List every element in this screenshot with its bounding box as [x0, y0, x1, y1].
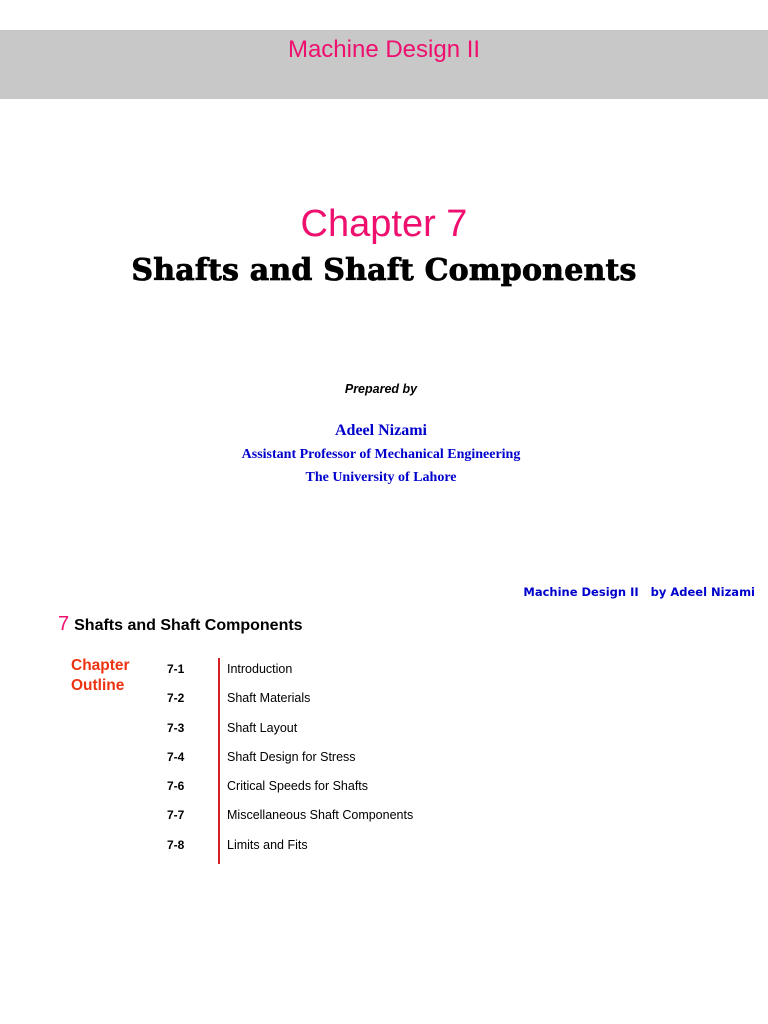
- outline-item-title: Introduction: [227, 662, 293, 676]
- outline-item-title: Shaft Layout: [227, 720, 298, 735]
- outline-item-title: Miscellaneous Shaft Components: [227, 808, 414, 823]
- outline-item-number: 7-7: [167, 808, 185, 823]
- outline-label-line1: Chapter: [71, 657, 130, 674]
- section-number: 7: [58, 613, 70, 635]
- outline-item: [0, 655, 768, 684]
- outline-item: [0, 831, 768, 860]
- outline-item: [0, 684, 768, 713]
- outline-item-title: Shaft Design for Stress: [227, 749, 356, 764]
- banner-title: Machine Design II: [287, 36, 481, 63]
- outline-item-number: 7-1: [167, 662, 185, 676]
- prepared-by-label: Prepared by: [344, 382, 418, 396]
- outline-item-number: 7-8: [167, 837, 185, 852]
- outline-item: [0, 801, 768, 830]
- outline-item-title: Critical Speeds for Shafts: [227, 779, 369, 794]
- chapter-title: Shafts and Shaft Components: [131, 253, 637, 288]
- section-title: Shafts and Shaft Components: [74, 617, 303, 634]
- outline-item: [0, 743, 768, 772]
- outline-label-line2: Outline: [71, 677, 125, 694]
- outline-item-title: Shaft Materials: [227, 691, 311, 706]
- author-name: Adeel Nizami: [335, 422, 427, 439]
- outline-item-number: 7-4: [167, 749, 185, 764]
- author-position: Assistant Professor of Mechanical Engineering: [241, 447, 521, 462]
- author-affiliation: The University of Lahore: [305, 470, 457, 485]
- chapter-outline-list: [0, 655, 768, 860]
- outline-item-number: 7-6: [167, 779, 185, 794]
- outline-item: [0, 772, 768, 801]
- chapter-label: Chapter 7: [300, 203, 468, 245]
- outline-item-title: Limits and Fits: [227, 837, 308, 852]
- outline-item-number: 7-3: [167, 720, 185, 735]
- outline-item: [0, 714, 768, 743]
- section-heading: [58, 612, 303, 638]
- running-header: Machine Design II by Adeel Nizami: [523, 585, 755, 599]
- outline-item-number: 7-2: [167, 691, 185, 706]
